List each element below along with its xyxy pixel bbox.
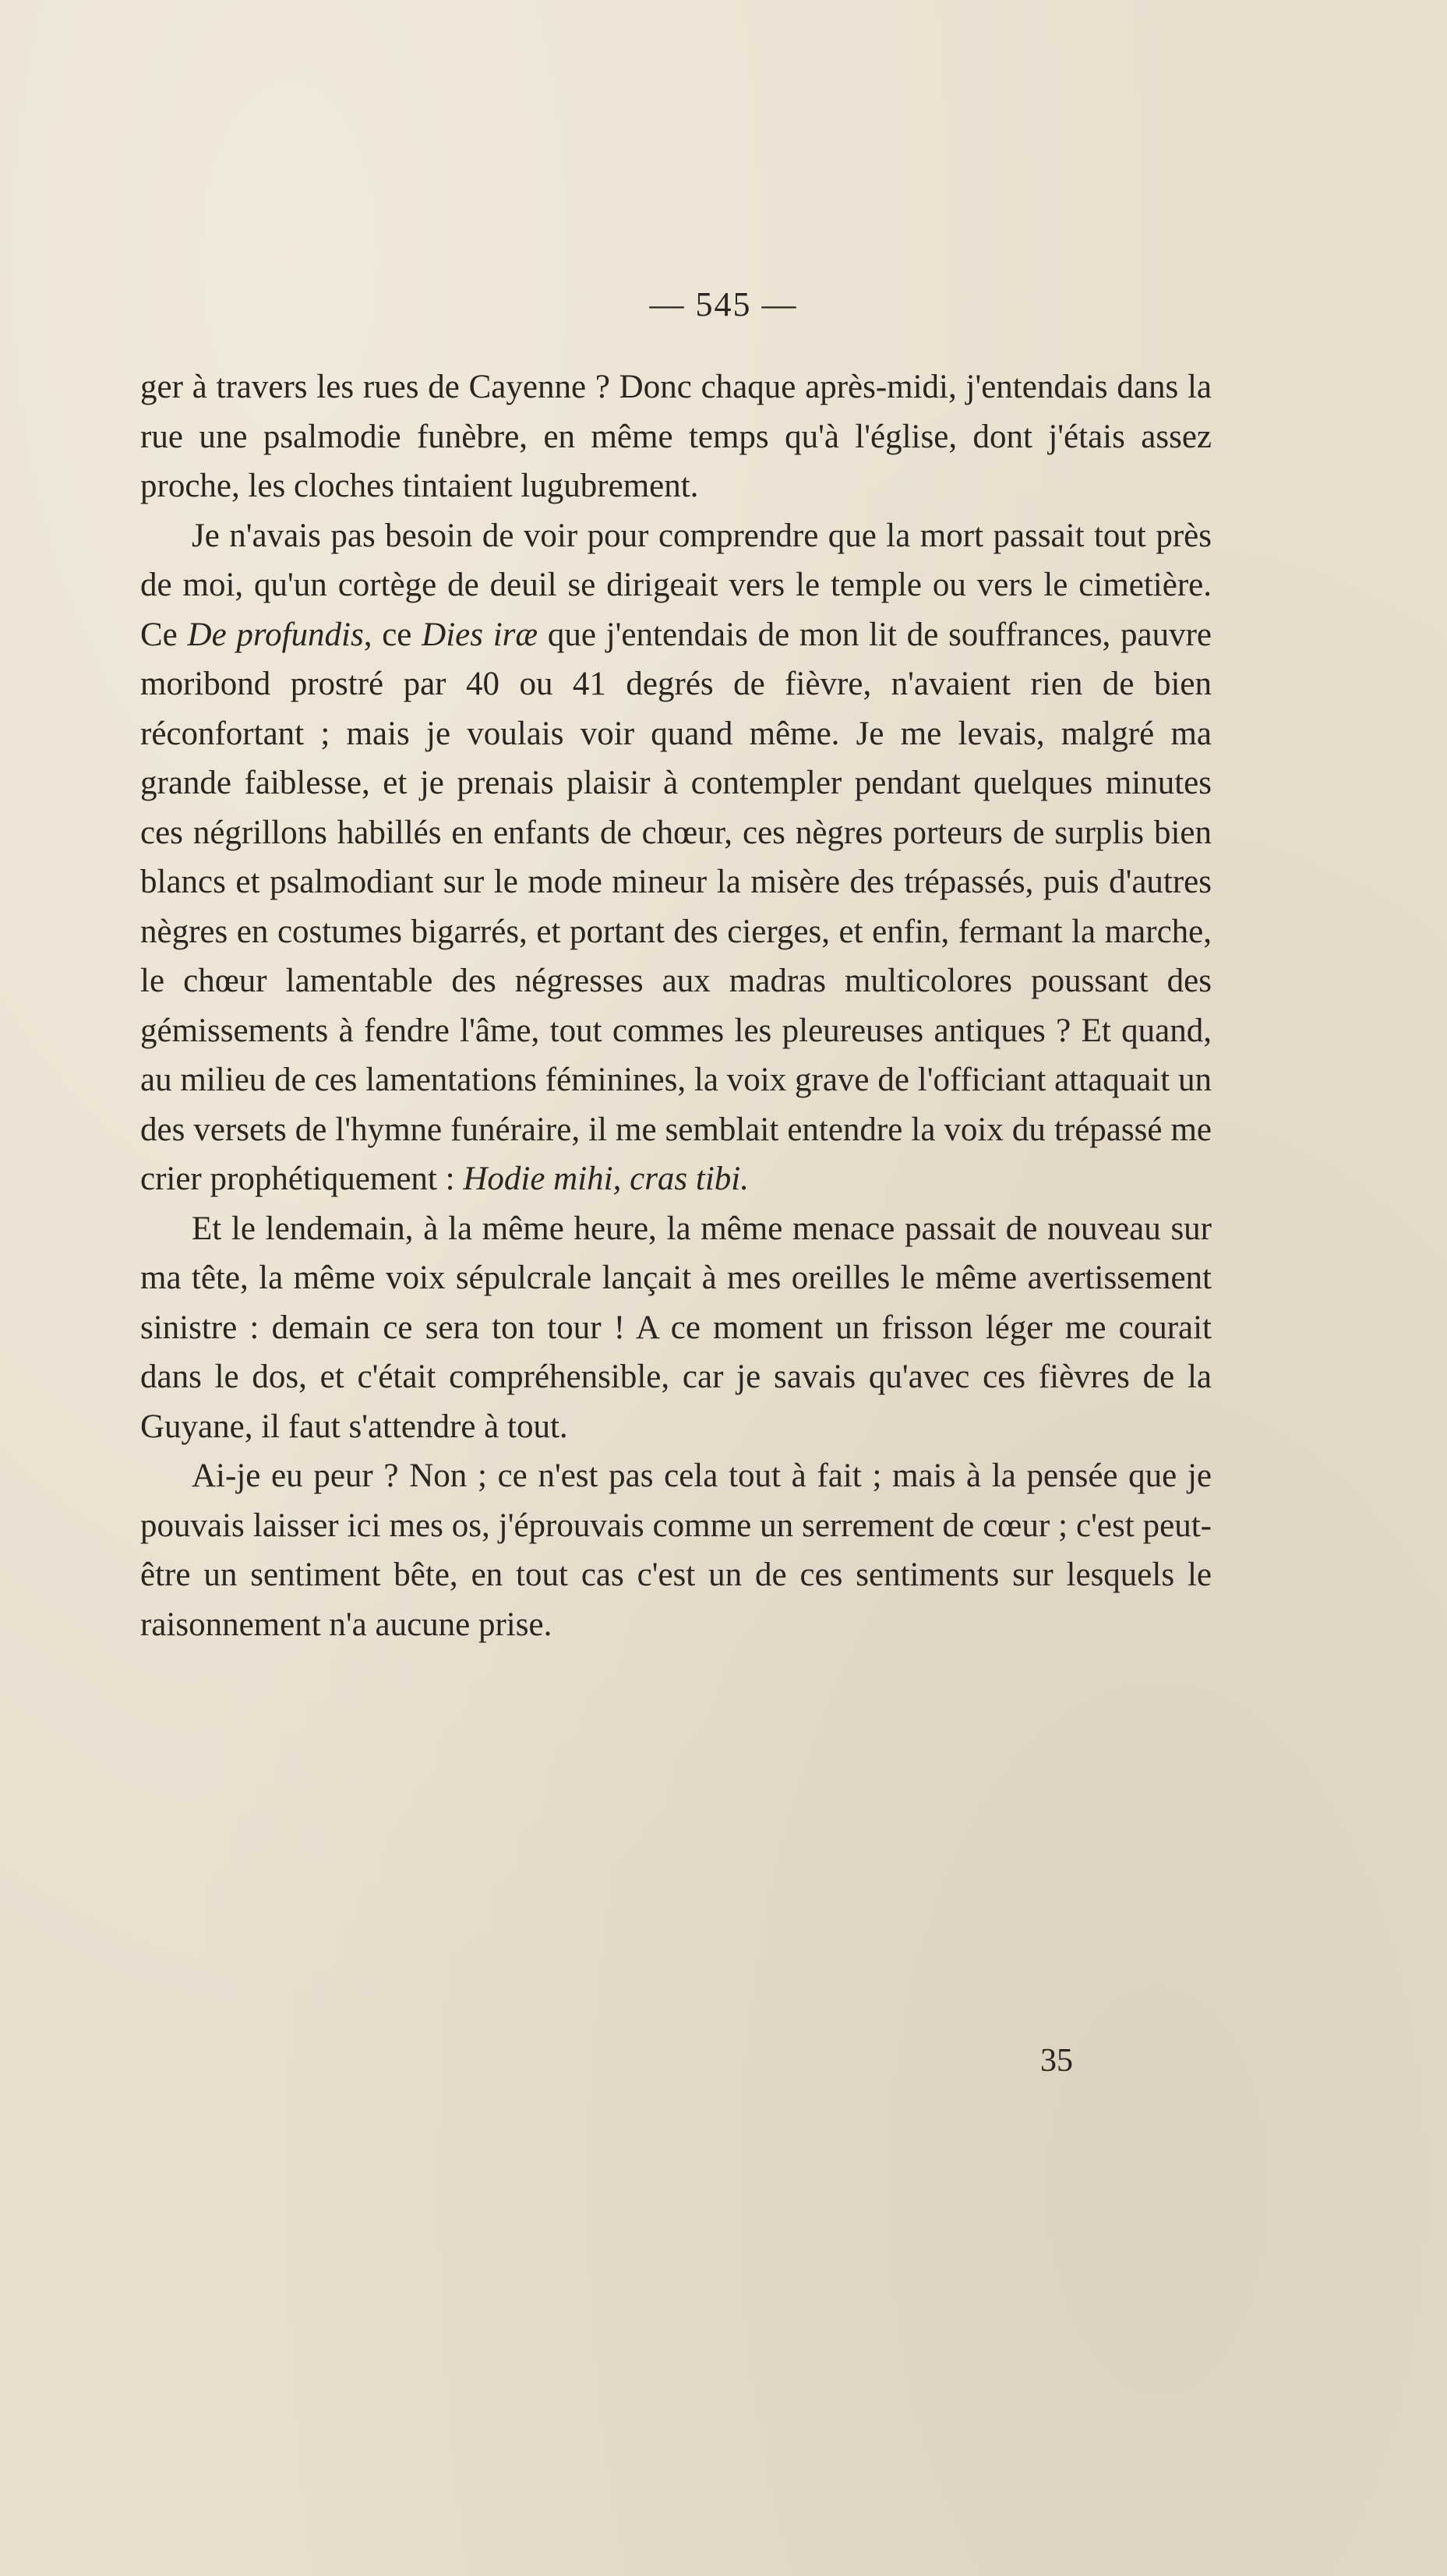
paragraph-2-text-2: , ce — [363, 616, 422, 653]
paragraph-2-italic-dies-irae: Dies iræ — [422, 616, 538, 653]
signature-mark: 35 — [1040, 2043, 1073, 2079]
paragraph-4 — [140, 1451, 1212, 1649]
paragraph-1 — [140, 362, 1212, 511]
paragraph-2-italic-hodie-mihi: Hodie mihi, cras tibi. — [463, 1161, 750, 1197]
page-number-header: — 545 — — [649, 285, 798, 323]
paragraph-2-text-1: Je n'avais pas besoin de voir pour comprendre que la mort passait tout près de moi, qu'un cortège de deuil se dirigeait vers le temple ou vers le cimetière. Ce — [140, 517, 1212, 653]
paragraph-2 — [140, 511, 1212, 1204]
paragraph-2-text-3: que j'entendais de mon lit de souffrances, pauvre moribond prostré par 40 ou 41 degrés de fièvre, n'avaient rien de bien réconfortant ; mais je voulais voir quand même. Je me levais, malgré ma grande faiblesse, et je prenais plaisir à contempler pendant quelques minutes ces négrillons habillés en enfants de chœur, ces nègres porteurs de surplis bien blancs et psalmodiant sur le mode mineur la misère des trépassés, puis d'autres nègres en costumes bigarrés, et portant des cierges, et enfin, fermant la marche, le chœur lamentable des négresses aux madras multicolores poussant des gémissements à fendre l'âme, tout commes les pleureuses antiques ? Et quand, au milieu de ces lamentations féminines, la voix grave de l'officiant attaquait un des versets de l'hymne funéraire, il me semblait entendre la voix du trépassé me crier prophétiquement : — [140, 616, 1212, 1197]
paragraph-3 — [140, 1204, 1212, 1452]
body-text — [140, 362, 1212, 1649]
paragraph-4-text: Ai-je eu peur ? Non ; ce n'est pas cela tout à fait ; mais à la pensée que je pouvais laisser ici mes os, j'éprouvais comme un serrement de cœur ; c'est peut-être un sentiment bête, en tout cas c'est un de ces sentiments sur lesquels le raisonnement n'a aucune prise. — [140, 1458, 1212, 1643]
paragraph-3-text: Et le lendemain, à la même heure, la même menace passait de nouveau sur ma tête, la même voix sépulcrale lançait à mes oreilles le même avertissement sinistre : demain ce sera ton tour ! A ce moment un frisson léger me courait dans le dos, et c'était compréhensible, car je savais qu'avec ces fièvres de la Guyane, il faut s'attendre à tout. — [140, 1210, 1212, 1445]
paragraph-1-text: ger à travers les rues de Cayenne ? Donc chaque après-midi, j'entendais dans la rue une psalmodie funèbre, en même temps qu'à l'église, dont j'étais assez proche, les cloches tintaient lugubrement. — [140, 369, 1212, 504]
paragraph-2-italic-de-profundis: De profundis — [187, 616, 364, 653]
